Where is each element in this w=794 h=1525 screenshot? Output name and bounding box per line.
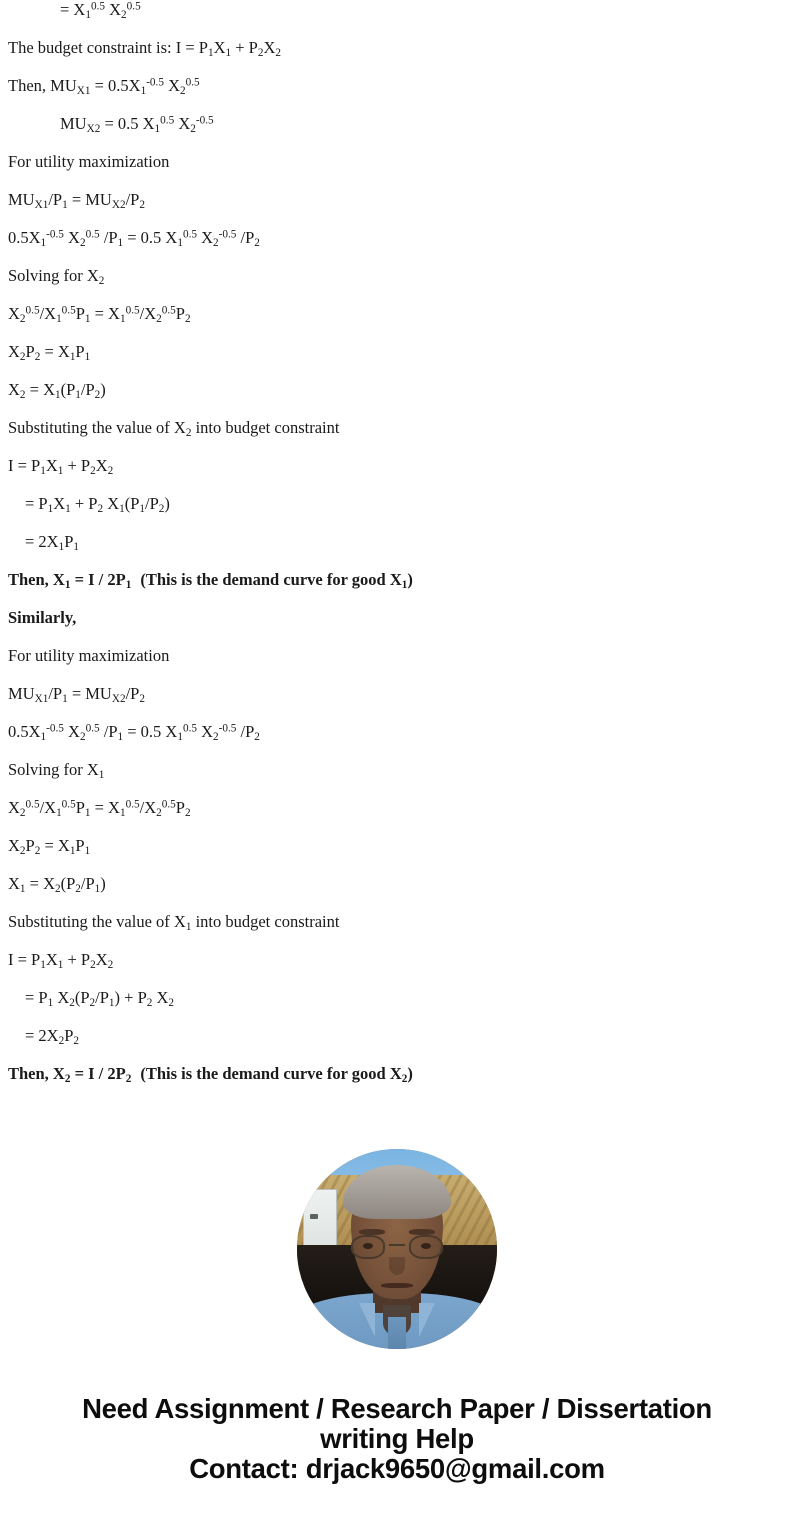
equation-line: Solving for $X_1$: [8, 760, 105, 782]
document-body: [0, 2, 794, 1484]
photo-collar-left: [359, 1303, 375, 1337]
footer-promo: [8, 1394, 786, 1484]
equation-line: Then, $MU_{X1} = 0.5X_1^{-0.5}$ $X_2^{0.5}$: [8, 76, 200, 98]
footer-contact-line: Contact: drjack9650@gmail.com: [189, 1452, 605, 1484]
glasses-bridge-icon: [389, 1244, 405, 1246]
equation-line: For utility maximization: [8, 646, 170, 665]
equation-line: $X_1 = X_2(P_2/P_1)$: [8, 874, 106, 896]
equation-line: = $P_1X_1 + P_2$ $X_1(P_1/P_2)$: [25, 494, 170, 516]
equation-line: Substituting the value of $X_1$ into budget constraint: [8, 912, 340, 934]
equation-line: For utility maximization: [8, 152, 170, 171]
glasses-lens-left-icon: [351, 1235, 385, 1259]
equation-line: Solving for $X_2$: [8, 266, 105, 288]
equation-line: $X_2 = X_1(P_1/P_2)$: [8, 380, 106, 402]
equation-line: Substituting the value of $X_2$ into budget constraint: [8, 418, 340, 440]
equation-line: Similarly,: [8, 608, 77, 627]
photo-nose: [389, 1257, 405, 1275]
photo-wall-switch-panel: [303, 1189, 337, 1249]
photo-tie: [388, 1317, 406, 1349]
equation-line: = $X_1^{0.5}$ $X_2^{0.5}$: [60, 0, 141, 22]
equation-line: $I = P_1X_1 + P_2X_2$: [8, 456, 114, 478]
equation-line: The budget constraint is: $I = P_1X_1 + P_2X_2$: [8, 38, 281, 60]
equation-line: = $2X_2P_2$: [25, 1026, 80, 1048]
equation-line: $0.5X_1^{-0.5}$ $X_2^{0.5}$ $/P_1 = 0.5$ $X_1^{0.5}$ $X_2^{-0.5}$ $/P_2$: [8, 228, 260, 250]
equation-line: $I = P_1X_1 + P_2X_2$: [8, 950, 114, 972]
photo-collar-right: [419, 1303, 435, 1337]
avatar: [297, 1149, 497, 1349]
equation-line: $X_2^{0.5}/X_1^{0.5}P_1 = X_1^{0.5}/X_2^{0.5}P_2$: [8, 798, 191, 820]
photo-mouth: [381, 1283, 413, 1288]
math-derivation-lines: [8, 0, 786, 1086]
photo-eyebrow-left: [359, 1229, 385, 1235]
equation-line: $MU_{X1}/P_1 = MU_{X2}/P_2$: [8, 190, 145, 212]
equation-line: $0.5X_1^{-0.5}$ $X_2^{0.5}$ $/P_1 = 0.5$ $X_1^{0.5}$ $X_2^{-0.5}$ $/P_2$: [8, 722, 260, 744]
equation-line: Then, $X_1 = I / 2P_1$ (This is the demand curve for good $X_1$): [8, 570, 413, 592]
footer-line-2: writing Help: [320, 1422, 474, 1454]
equation-line: $MU_{X2} = 0.5$ $X_1^{0.5}$ $X_2^{-0.5}$: [60, 114, 214, 136]
equation-line: $X_2P_2 = X_1P_1$: [8, 342, 91, 364]
footer-line-1: Need Assignment / Research Paper / Dissertation: [82, 1392, 712, 1424]
equation-line: = $P_1$ $X_2(P_2/P_1) + P_2$ $X_2$: [25, 988, 175, 1010]
glasses-lens-right-icon: [409, 1235, 443, 1259]
equation-line: $X_2^{0.5}/X_1^{0.5}P_1 = X_1^{0.5}/X_2^{0.5}P_2$: [8, 304, 191, 326]
photo-eyebrow-right: [409, 1229, 435, 1235]
equation-line: $X_2P_2 = X_1P_1$: [8, 836, 91, 858]
equation-line: $MU_{X1}/P_1 = MU_{X2}/P_2$: [8, 684, 145, 706]
equation-line: = $2X_1P_1$: [25, 532, 80, 554]
portrait-container: [8, 1149, 786, 1349]
equation-line: Then, $X_2 = I / 2P_2$ (This is the demand curve for good $X_2$): [8, 1064, 413, 1086]
